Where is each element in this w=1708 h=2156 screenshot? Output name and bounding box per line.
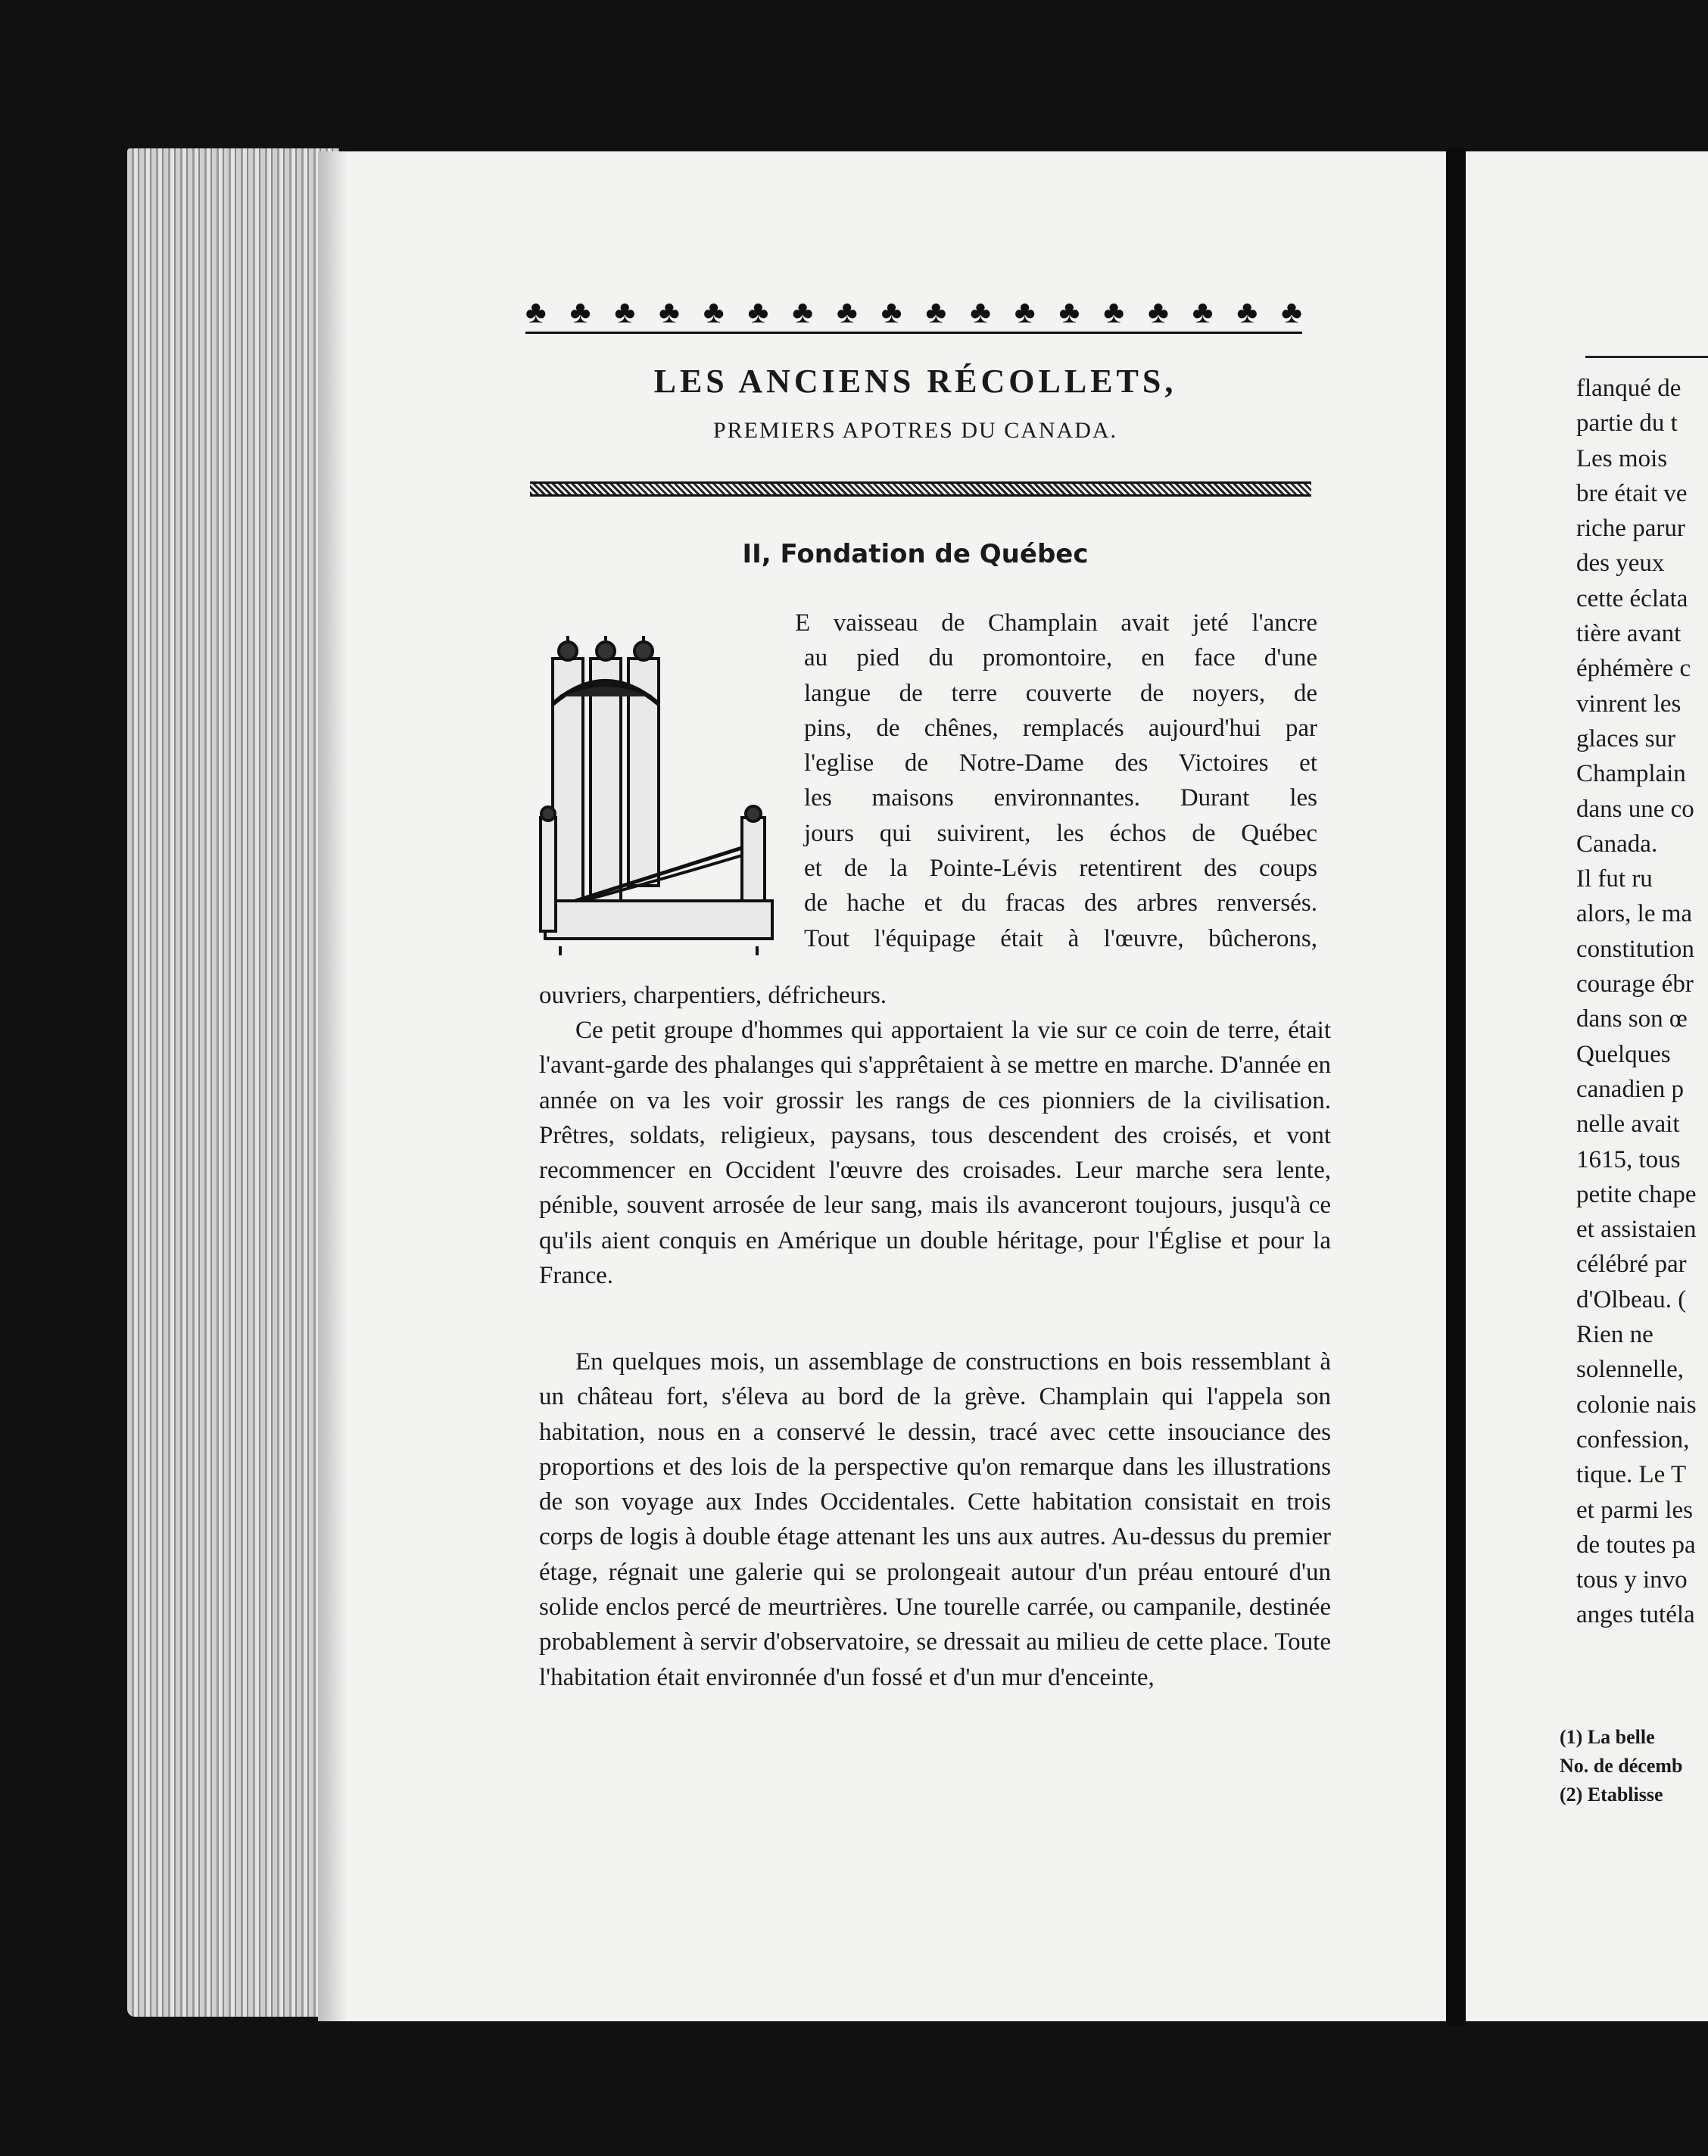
text-line: vinrent les xyxy=(1576,690,1682,718)
text-line: riche parur xyxy=(1576,515,1685,543)
paragraph-2-block xyxy=(539,1013,1331,1293)
footnote-line: (2) Etablisse xyxy=(1560,1784,1663,1805)
fleuron-icon: ♣ xyxy=(837,295,858,330)
fleuron-icon: ♣ xyxy=(1192,295,1214,330)
fleuron-icon: ♣ xyxy=(1058,295,1080,330)
text-line: Tout l'équipage était à l'œuvre, bûcherons, xyxy=(804,924,1317,952)
text-line: 1615, tous xyxy=(1576,1145,1681,1173)
paragraph-2: Ce petit groupe d'hommes qui apportaient la vie sur ce coin de terre, était l'avant-garde des phalanges qui s'apprêtaient à se mettre en marche. D'année en année on va les voir grossir les rangs de ces pionniers de la civilisation. Prêtres, soldats, religieux, paysans, tous descendent des croisés, et vont recommencer en Occident l'œuvre des croisades. Leur marche sera lente, pénible, souvent arrosée de leur sang, mais ils avanceront toujours, jusqu'à ce qu'ils aient conquis en Amérique un double héritage, pour l'Église et pour la France. xyxy=(539,1017,1331,1290)
book-page-edges xyxy=(127,148,339,2017)
fleuron-icon: ♣ xyxy=(1281,295,1302,330)
text-line: canadien p xyxy=(1576,1075,1685,1103)
text-line: anges tutéla xyxy=(1576,1601,1695,1629)
fleuron-icon: ♣ xyxy=(1103,295,1124,330)
text-line: tique. Le T xyxy=(1576,1461,1687,1489)
book-gutter xyxy=(1446,148,1466,2026)
text-line: au pied du promontoire, en face d'une xyxy=(804,644,1317,672)
fleuron-icon: ♣ xyxy=(703,295,725,330)
text-line: Les mois xyxy=(1576,444,1668,472)
fleuron-ornament-band xyxy=(525,295,1302,330)
text-line: l'eglise de Notre-Dame des Victoires et xyxy=(804,749,1317,777)
text-line: pins, de chênes, remplacés aujourd'hui par xyxy=(804,714,1317,742)
text-line: cette éclata xyxy=(1576,584,1688,612)
text-line: Rien ne xyxy=(1576,1321,1653,1349)
text-line: éphémère c xyxy=(1576,655,1691,683)
text-line: et parmi les xyxy=(1576,1496,1693,1524)
text-line: Quelques xyxy=(1576,1040,1671,1068)
footnote-line: (1) La belle xyxy=(1560,1726,1655,1748)
text-line: bre était ve xyxy=(1576,479,1688,507)
text-line: E vaisseau de Champlain avait jeté l'ancre xyxy=(795,609,1317,637)
text-line: de hache et du fracas des arbres renversés. xyxy=(804,890,1317,918)
page-title: LES ANCIENS RÉCOLLETS, xyxy=(653,363,1177,400)
text-line: flanqué de xyxy=(1576,375,1682,402)
text-line: dans une co xyxy=(1576,795,1694,823)
dropcap-letter-l-illustration xyxy=(530,628,787,961)
text-line: constitution xyxy=(1576,935,1694,963)
footnote-line: No. de décemb xyxy=(1560,1755,1683,1777)
text-line: jours qui suivirent, les échos de Québec xyxy=(804,819,1317,847)
text-line: Canada. xyxy=(1576,830,1658,858)
first-paragraph-end: ouvriers, charpentiers, défricheurs. xyxy=(539,982,887,1009)
text-line: Il fut ru xyxy=(1576,865,1653,893)
text-line: des yeux xyxy=(1576,550,1665,578)
fleuron-icon: ♣ xyxy=(1236,295,1258,330)
text-line: nelle avait xyxy=(1576,1111,1680,1139)
text-line: les maisons environnantes. Durant les xyxy=(804,784,1317,812)
text-line: dans son œ xyxy=(1576,1005,1688,1033)
fleuron-icon: ♣ xyxy=(1148,295,1169,330)
text-line: courage ébr xyxy=(1576,971,1694,999)
text-line: glaces sur xyxy=(1576,724,1676,752)
text-line: d'Olbeau. ( xyxy=(1576,1285,1687,1313)
text-line: et de la Pointe-Lévis retentirent des coups xyxy=(804,855,1317,883)
text-line: petite chape xyxy=(1576,1180,1697,1208)
section-heading: II, Fondation de Québec xyxy=(742,539,1089,569)
decorative-divider xyxy=(530,481,1311,497)
fleuron-icon: ♣ xyxy=(925,295,947,330)
text-line: colonie nais xyxy=(1576,1391,1697,1419)
text-line: confession, xyxy=(1576,1425,1690,1453)
fleuron-icon: ♣ xyxy=(880,295,902,330)
right-page-footnotes xyxy=(1560,1723,1708,1809)
text-line: tous y invo xyxy=(1576,1566,1688,1594)
text-line: tière avant xyxy=(1576,620,1682,648)
paragraph-3: En quelques mois, un assemblage de constructions en bois ressemblant à un château fort, s'éleva au bord de la grève. Champlain qui l'appela son habitation, nous en a conservé le dessin, tracé avec cette insouciance des proportions et des lois de la perspective qu'on remarque dans les illustrations de son voyage aux Indes Occidentales. Cette habitation consistait en trois corps de logis à double étage attenant les uns aux autres. Au-dessus du premier étage, régnait une galerie qui se prolongeait autour d'un préau entouré d'un solide enclos percé de meurtrières. Une tourelle carrée, ou campanile, destinée probablement à servir d'observatoire, se dressait au milieu de cette place. Toute l'habitation était environnée d'un fossé et d'un mur d'enceinte, xyxy=(539,1348,1331,1691)
text-line: partie du t xyxy=(1576,410,1678,438)
fleuron-icon: ♣ xyxy=(569,295,591,330)
paragraph-3-block xyxy=(539,1344,1331,1695)
text-line: alors, le ma xyxy=(1576,900,1693,928)
fleuron-icon: ♣ xyxy=(792,295,813,330)
text-line: et assistaien xyxy=(1576,1216,1697,1244)
first-paragraph-lines xyxy=(795,606,1317,956)
text-line: langue de terre couverte de noyers, de xyxy=(804,679,1317,707)
fleuron-icon: ♣ xyxy=(614,295,635,330)
fleuron-icon: ♣ xyxy=(1014,295,1036,330)
ornament-rule xyxy=(525,332,1302,334)
text-line: célébré par xyxy=(1576,1251,1687,1279)
fleuron-icon: ♣ xyxy=(525,295,547,330)
fleuron-icon: ♣ xyxy=(970,295,991,330)
fleuron-icon: ♣ xyxy=(747,295,769,330)
page-subtitle: PREMIERS APOTRES DU CANADA. xyxy=(712,418,1118,443)
fleuron-icon: ♣ xyxy=(659,295,680,330)
text-line: solennelle, xyxy=(1576,1356,1685,1384)
right-page-rule xyxy=(1585,356,1708,358)
text-line: Champlain xyxy=(1576,760,1686,788)
text-line: de toutes pa xyxy=(1576,1531,1696,1559)
right-page-text xyxy=(1576,371,1708,1633)
